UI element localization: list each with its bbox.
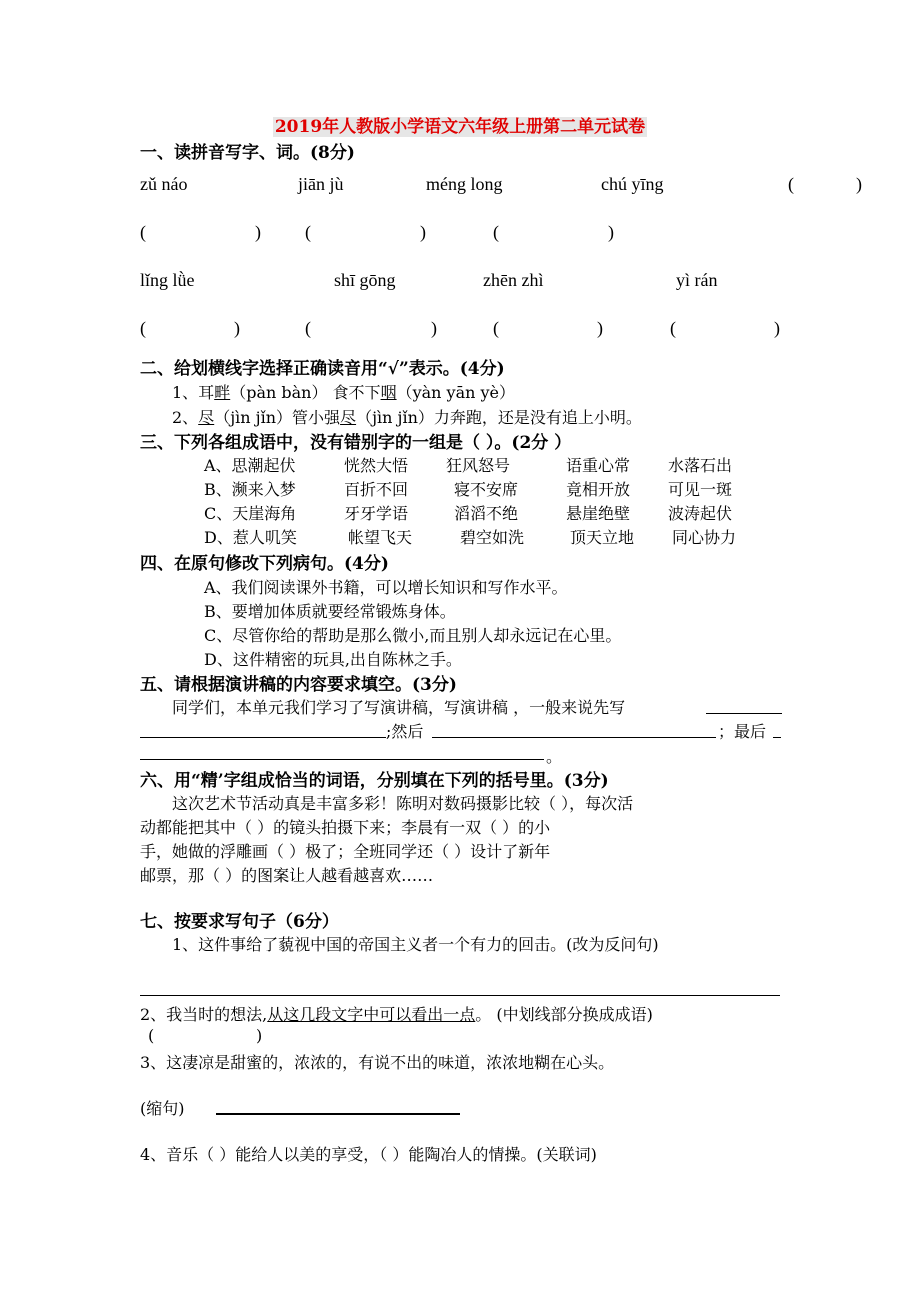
q2-line-1: 1、耳畔（pàn bàn） 食不下咽（yàn yān yè） (172, 383, 516, 402)
sentence-b: B、要增加体质就要经常锻炼身体。 (204, 602, 456, 621)
q2-heading: 二、给划横线字选择正确读音用“√”表示。(4分) (140, 359, 505, 379)
fill-blank[interactable] (140, 759, 544, 760)
q5-then-label: ;然后 (386, 722, 424, 741)
answer-bracket-close: ) (774, 318, 780, 338)
answer-bracket-open: ( (788, 174, 794, 194)
q5-line-1: 同学们，本单元我们学习了写演讲稿，写演讲稿 ，一般来说先写 (172, 698, 626, 717)
pinyin-item: méng long (426, 174, 503, 194)
pinyin-item: zǔ náo (140, 174, 188, 194)
q7-answer-bracket[interactable]: ( ) (148, 1026, 263, 1045)
q6-heading: 六、用“精’字组成恰当的词语，分别填在下列的括号里。(3分) (140, 771, 609, 791)
answer-bracket-open: ( (140, 318, 146, 338)
answer-bracket-open: ( (493, 222, 499, 242)
page-title: 2019年人教版小学语文六年级上册第二单元试卷 (274, 117, 646, 137)
answer-bracket-close: ) (420, 222, 426, 242)
fill-blank[interactable] (773, 737, 781, 738)
answer-bracket-close: ) (234, 318, 240, 338)
answer-bracket-close: ) (255, 222, 261, 242)
q6-line-4: 邮票，那（ ）的图案让人越看越喜欢…… (140, 866, 434, 885)
underlined-char: 尽 (198, 408, 215, 427)
answer-bracket-open: ( (670, 318, 676, 338)
q7-sentence-2: 2、我当时的想法,从这几段文字中可以看出一点。 (中划线部分换成成语) (140, 1005, 653, 1024)
answer-bracket-close: ) (856, 174, 862, 194)
answer-bracket-open: ( (493, 318, 499, 338)
sentence-c: C、尽管你给的帮助是那么微小,而且别人却永远记在心里。 (204, 626, 622, 645)
q5-period: 。 (546, 747, 563, 766)
answer-bracket-open: ( (305, 222, 311, 242)
fill-blank[interactable] (432, 737, 716, 738)
q5-last-label: ；最后 (718, 722, 767, 741)
pinyin-item: lǐng lǜe (140, 270, 195, 290)
underlined-char: 咽 (380, 383, 397, 402)
q3-heading: 三、下列各组成语中，没有错别字的一组是（ ）。(2分 ） (140, 433, 572, 453)
q6-line-1: 这次艺术节活动真是丰富多彩！陈明对数码摄影比较（ ），每次活 (172, 794, 634, 813)
q7-sentence-3: 3、这凄凉是甜蜜的，浓浓的，有说不出的味道，浓浓地糊在心头。 (140, 1053, 615, 1072)
answer-line[interactable] (216, 1113, 460, 1115)
q7-sentence-4: 4、音乐（ ）能给人以美的享受，（ ）能陶冶人的情操。(关联词) (140, 1145, 597, 1164)
q5-heading: 五、请根据演讲稿的内容要求填空。(3分) (140, 675, 457, 695)
q6-line-3: 手，她做的浮雕画（ ）极了；全班同学还（ ）设计了新年 (140, 842, 551, 861)
pinyin-item: chú yīng (601, 174, 664, 194)
pinyin-item: yì rán (676, 270, 718, 290)
sentence-d: D、这件精密的玩具,出自陈林之手。 (204, 650, 462, 669)
answer-line[interactable] (140, 995, 780, 996)
underlined-char: 尽 (340, 408, 357, 427)
q7-heading: 七、按要求写句子（6分） (140, 912, 339, 932)
answer-bracket-close: ) (597, 318, 603, 338)
q1-heading: 一、读拼音写字、词。(8分) (140, 143, 355, 163)
q6-line-2: 动都能把其中（ ）的镜头拍摄下来；李晨有一双（ ）的小 (140, 818, 551, 837)
pinyin-item: shī gōng (334, 270, 396, 290)
pinyin-item: jiān jù (298, 174, 344, 194)
underlined-char: 畔 (214, 383, 231, 402)
q7-sentence-1: 1、这件事给了藐视中国的帝国主义者一个有力的回击。(改为反问句) (172, 935, 659, 954)
q4-heading: 四、在原句修改下列病句。(4分) (140, 554, 389, 574)
answer-bracket-open: ( (140, 222, 146, 242)
answer-bracket-close: ) (431, 318, 437, 338)
pinyin-item: zhēn zhì (483, 270, 544, 290)
sentence-a: A、我们阅读课外书籍，可以增长知识和写作水平。 (204, 578, 568, 597)
underlined-phrase: 从这几段文字中可以看出一点 (267, 1005, 476, 1024)
answer-bracket-open: ( (305, 318, 311, 338)
fill-blank[interactable] (706, 713, 782, 714)
answer-bracket-close: ) (608, 222, 614, 242)
q7-condense-label: (缩句) (140, 1099, 185, 1118)
fill-blank[interactable] (140, 737, 386, 738)
q2-line-2: 2、尽（jìn jǐn）管小强尽（jìn jǐn）力奔跑，还是没有追上小明。 (172, 408, 642, 427)
